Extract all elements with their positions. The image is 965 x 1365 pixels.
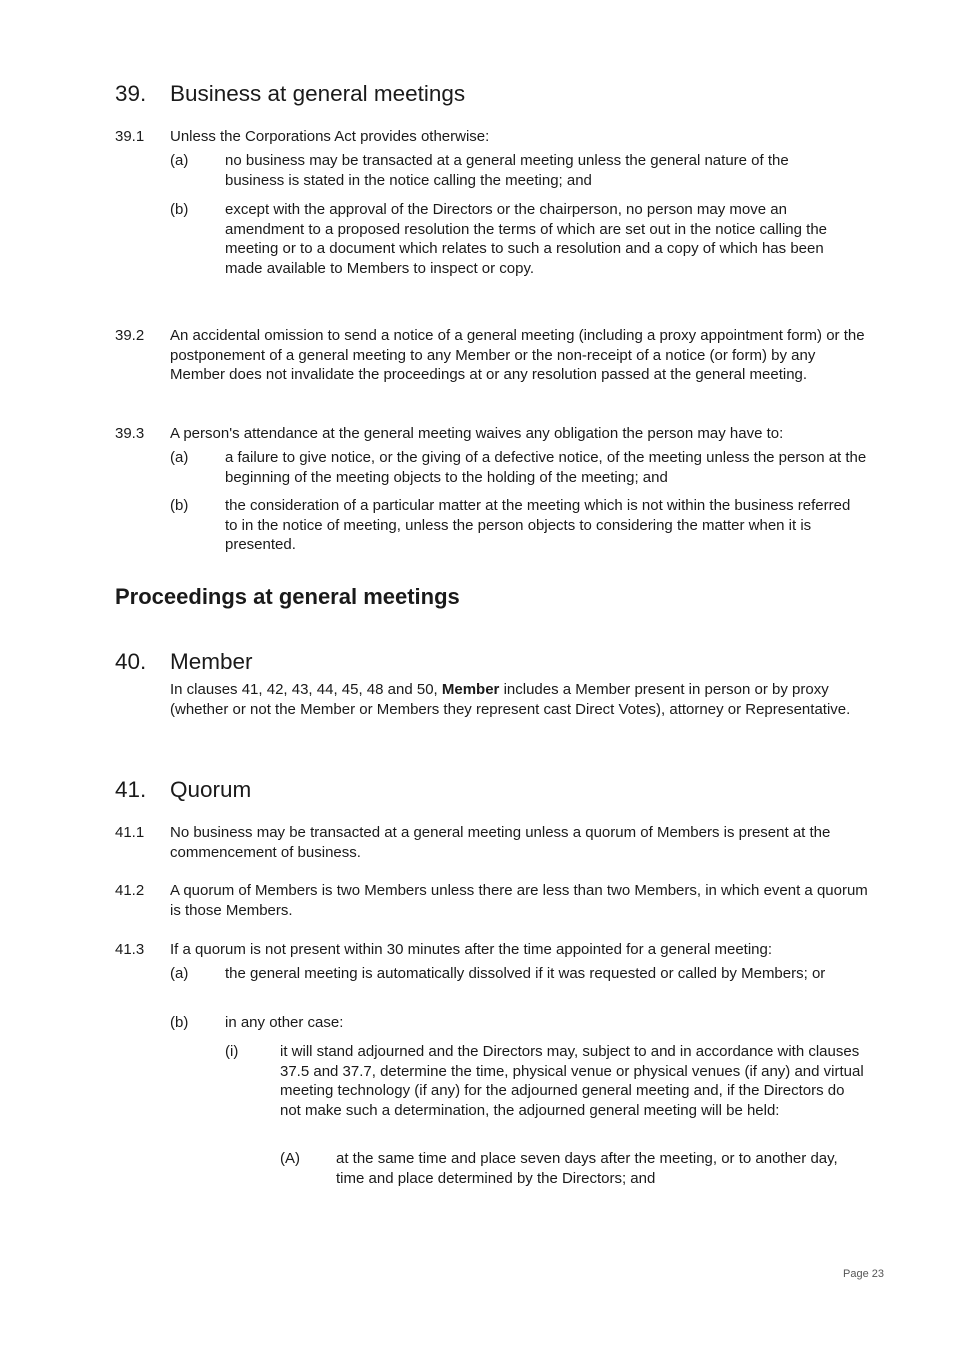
clause-39-2-number: 39.2 bbox=[115, 327, 145, 344]
clause-39-2-text: An accidental omission to send a notice of a general meeting (including a proxy appointment form) or the postponement of a general meeting to any Member or the non-receipt of a notice (or form) by any Member does not invalidate the proceedings at or any resolution passed at the general meeting. bbox=[170, 327, 865, 383]
clause-41-3-b-i-A-label: (A) bbox=[280, 1150, 300, 1167]
section-40-number: 40. bbox=[115, 649, 147, 674]
clause-39-1-b-text: except with the approval of the Directors or the chairperson, no person may move an amendment to a proposed resolution the terms of which are set out in the notice calling the meeting or to a document which relates to such a resolution and a copy of which has been made available to Members to inspect or copy. bbox=[225, 201, 828, 277]
clause-41-3-a-label: (a) bbox=[170, 965, 189, 982]
clause-40-text-before: In clauses 41, 42, 43, 44, 45, 48 and 50, bbox=[170, 681, 442, 698]
section-40-title: Member bbox=[170, 649, 253, 674]
clause-39-3-text: A person's attendance at the general meeting waives any obligation the person may have to: bbox=[170, 425, 784, 442]
clause-41-2-number: 41.2 bbox=[115, 882, 145, 899]
clause-41-3-a-text: the general meeting is automatically dissolved if it was requested or called by Members; or bbox=[225, 965, 826, 982]
section-41-number: 41. bbox=[115, 777, 147, 802]
clause-40-text bbox=[170, 680, 860, 719]
clause-41-3-b-text: in any other case: bbox=[225, 1014, 344, 1031]
clause-41-3-number: 41.3 bbox=[115, 941, 145, 958]
clause-41-3-text: If a quorum is not present within 30 minutes after the time appointed for a general meeting: bbox=[170, 941, 773, 958]
clause-41-1-text: No business may be transacted at a general meeting unless a quorum of Members is present at the commencement of business. bbox=[170, 824, 831, 861]
clause-39-3-number: 39.3 bbox=[115, 425, 145, 442]
page-number: Page 23 bbox=[843, 1268, 884, 1280]
section-39-title: Business at general meetings bbox=[170, 81, 466, 106]
clause-41-3-b-label: (b) bbox=[170, 1014, 189, 1031]
clause-41-3-b-i-A-text: at the same time and place seven days after the meeting, or to another day, time and place determined by the Directors; and bbox=[336, 1150, 838, 1187]
member-defined-term: Member bbox=[441, 681, 500, 698]
clause-39-3-b-text: the consideration of a particular matter at the meeting which is not within the business referred to in the notice of meeting, unless the person objects to considering the matter when it is presented. bbox=[225, 497, 851, 553]
clause-39-1-number: 39.1 bbox=[115, 128, 145, 145]
clause-41-1-number: 41.1 bbox=[115, 824, 145, 841]
clause-41-2-text: A quorum of Members is two Members unless there are less than two Members, in which event a quorum is those Members. bbox=[170, 882, 868, 919]
clause-41-3-b-i-text: it will stand adjourned and the Directors may, subject to and in accordance with clauses 37.5 and 37.7, determine the time, physical venue or physical venues (if any) and virtual meeting technology (if any) for the adjourned general meeting and, if the Directors do not make such a determination, the adjourned general meeting will be held: bbox=[280, 1043, 864, 1119]
clause-39-3-a-text: a failure to give notice, or the giving of a defective notice, of the meeting unless the person at the beginning of the meeting objects to the holding of the meeting; and bbox=[225, 449, 867, 486]
clause-41-3-b-i-label: (i) bbox=[225, 1043, 239, 1060]
clause-39-1-b-label: (b) bbox=[170, 201, 189, 218]
section-41-title: Quorum bbox=[170, 777, 252, 802]
clause-39-1-text: Unless the Corporations Act provides otherwise: bbox=[170, 128, 490, 145]
clause-39-3-a-label: (a) bbox=[170, 449, 189, 466]
section-39-number: 39. bbox=[115, 81, 147, 106]
clause-39-1-a-label: (a) bbox=[170, 152, 189, 169]
clause-40-text-after: includes a Member present in person or by proxy (whether or not the Member or Members they represent cast Direct Votes), attorney or Representative. bbox=[170, 681, 851, 718]
clause-39-1-a-text: no business may be transacted at a general meeting unless the general nature of the business is stated in the notice calling the meeting; and bbox=[225, 152, 789, 189]
part-heading: Proceedings at general meetings bbox=[115, 584, 460, 609]
clause-39-3-b-label: (b) bbox=[170, 497, 189, 514]
